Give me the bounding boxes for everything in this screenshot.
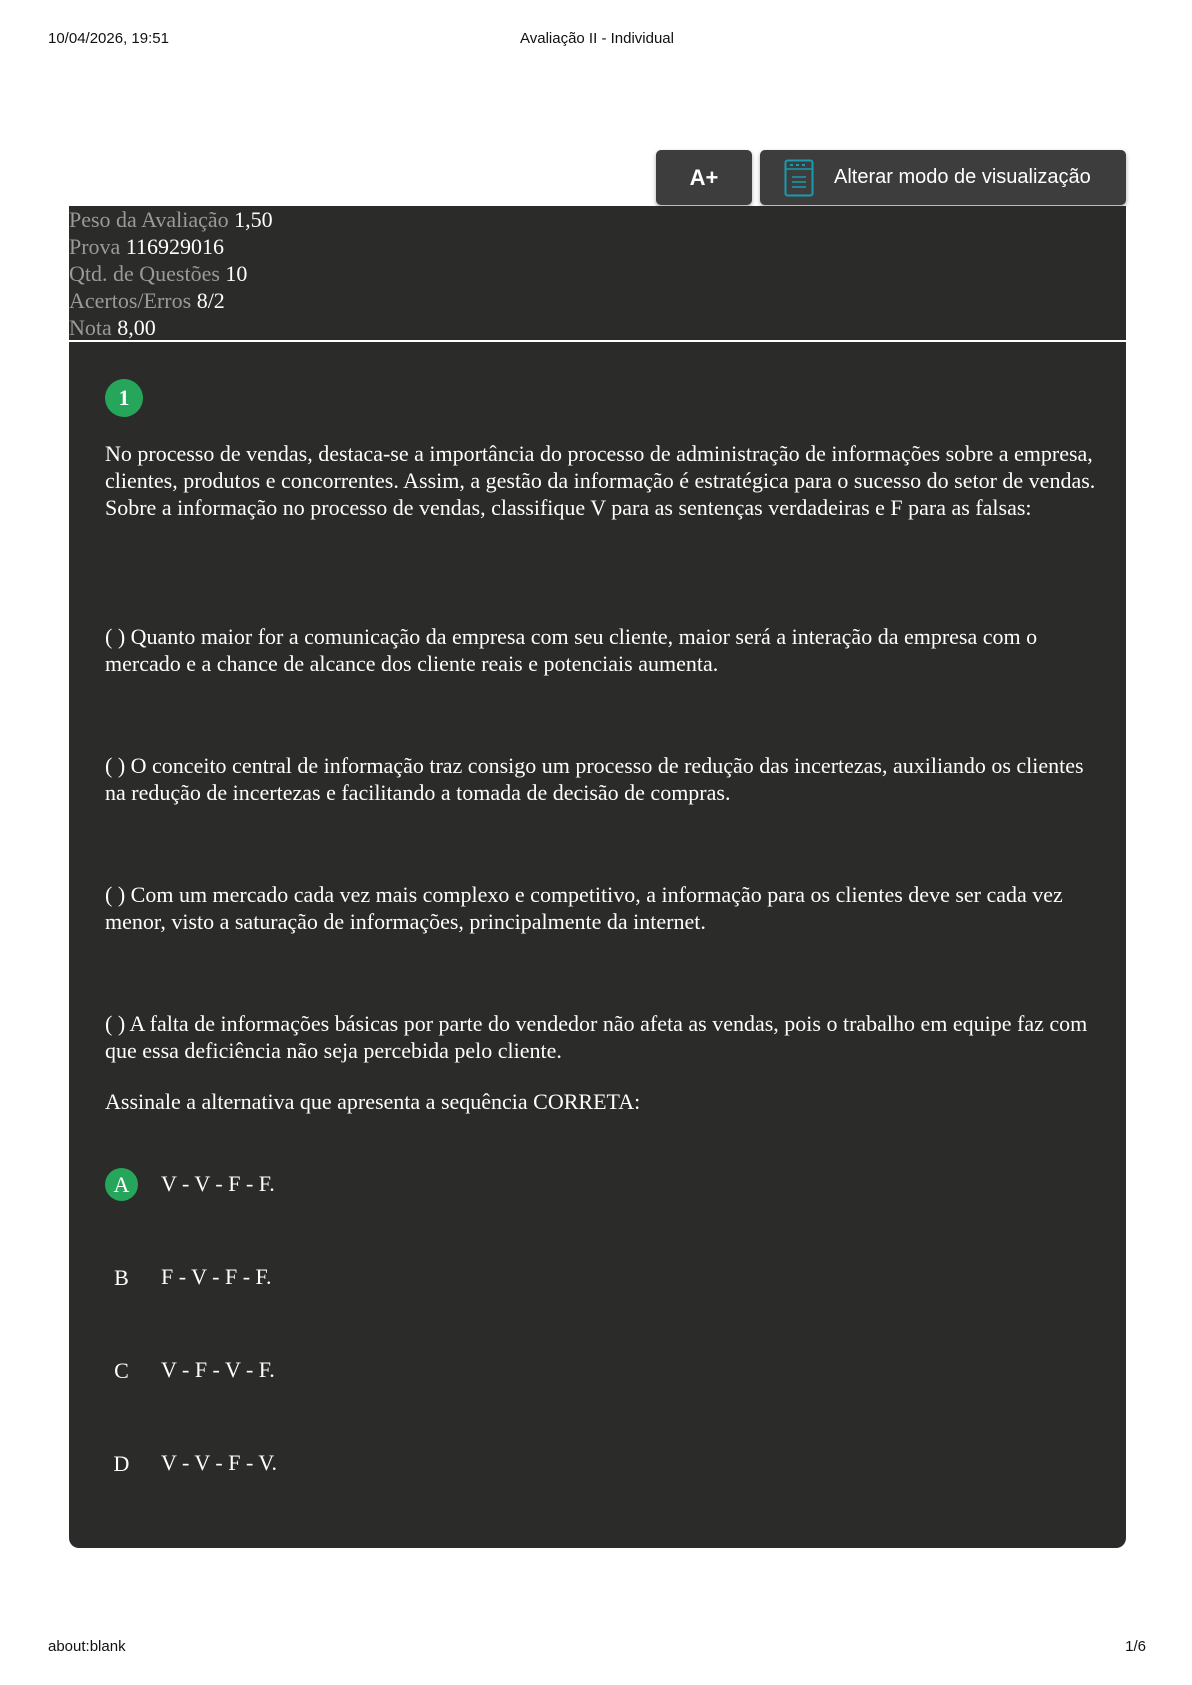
print-page-number: 1/6 — [1125, 1638, 1146, 1655]
questions-label: Qtd. de Questões — [69, 261, 220, 286]
option-letter: B — [114, 1265, 129, 1290]
toolbar — [656, 150, 1126, 205]
print-datetime: 10/04/2026, 19:51 — [48, 30, 169, 47]
statement-3: ( ) Com um mercado cada vez mais complexo e competitivo, a informação para os clientes deve ser cada vez menor, visto a saturação de informações, principalmente da internet. — [105, 882, 1063, 934]
grade-label: Nota — [69, 315, 112, 340]
view-mode-button[interactable] — [760, 150, 1126, 205]
print-header — [48, 30, 1146, 50]
grade-value: 8,00 — [117, 315, 156, 340]
question-card — [69, 342, 1126, 1548]
question-number-badge: 1 — [105, 379, 143, 417]
score-value: 8/2 — [196, 288, 225, 313]
option-text: F - V - F - F. — [161, 1264, 272, 1289]
option-letter: D — [113, 1451, 130, 1476]
summary-weight — [69, 206, 1126, 233]
summary-grade — [69, 314, 1126, 341]
exam-value: 116929016 — [125, 234, 225, 259]
summary-score — [69, 287, 1126, 314]
view-mode-label: Alterar modo de visualização — [834, 166, 1091, 188]
summary-questions — [69, 260, 1126, 287]
summary-exam — [69, 233, 1126, 260]
document-icon — [784, 159, 814, 197]
statement-4: ( ) A falta de informações básicas por parte do vendedor não afeta as vendas, pois o trabalho em equipe faz com que essa deficiência não seja percebida pelo cliente. — [105, 1011, 1088, 1063]
option-text: V - V - F - V. — [161, 1450, 277, 1475]
option-text: V - V - F - F. — [161, 1171, 275, 1196]
exam-label: Prova — [69, 234, 121, 259]
questions-value: 10 — [225, 261, 248, 286]
font-size-button[interactable]: A+ — [656, 150, 752, 205]
weight-label: Peso da Avaliação — [69, 207, 229, 232]
question-intro: No processo de vendas, destaca-se a importância do processo de administração de informações sobre a empresa, clientes, produtos e concorrentes. Assim, a gestão da informação é estratégica para o sucesso do setor de vendas. Sobre a informação no processo de vendas, classifique V para as sentenças verdadeiras e F para as falsas: — [105, 441, 1096, 520]
score-label: Acertos/Erros — [69, 288, 192, 313]
option-letter: C — [114, 1358, 129, 1383]
print-url: about:blank — [48, 1638, 126, 1655]
statement-2: ( ) O conceito central de informação traz consigo um processo de redução das incertezas, auxiliando os clientes na redução de incertezas e facilitando a tomada de decisão de compras. — [105, 753, 1084, 805]
statement-1: ( ) Quanto maior for a comunicação da empresa com seu cliente, maior será a interação da empresa com o mercado e a chance de alcance dos cliente reais e potenciais aumenta. — [105, 624, 1038, 676]
print-title: Avaliação II - Individual — [520, 30, 674, 47]
question-prompt: Assinale a alternativa que apresenta a sequência CORRETA: — [105, 1089, 641, 1114]
exam-summary — [69, 206, 1126, 340]
weight-value: 1,50 — [234, 207, 273, 232]
option-letter: A — [105, 1168, 138, 1201]
print-footer — [48, 1638, 1146, 1658]
option-text: V - F - V - F. — [161, 1357, 275, 1382]
